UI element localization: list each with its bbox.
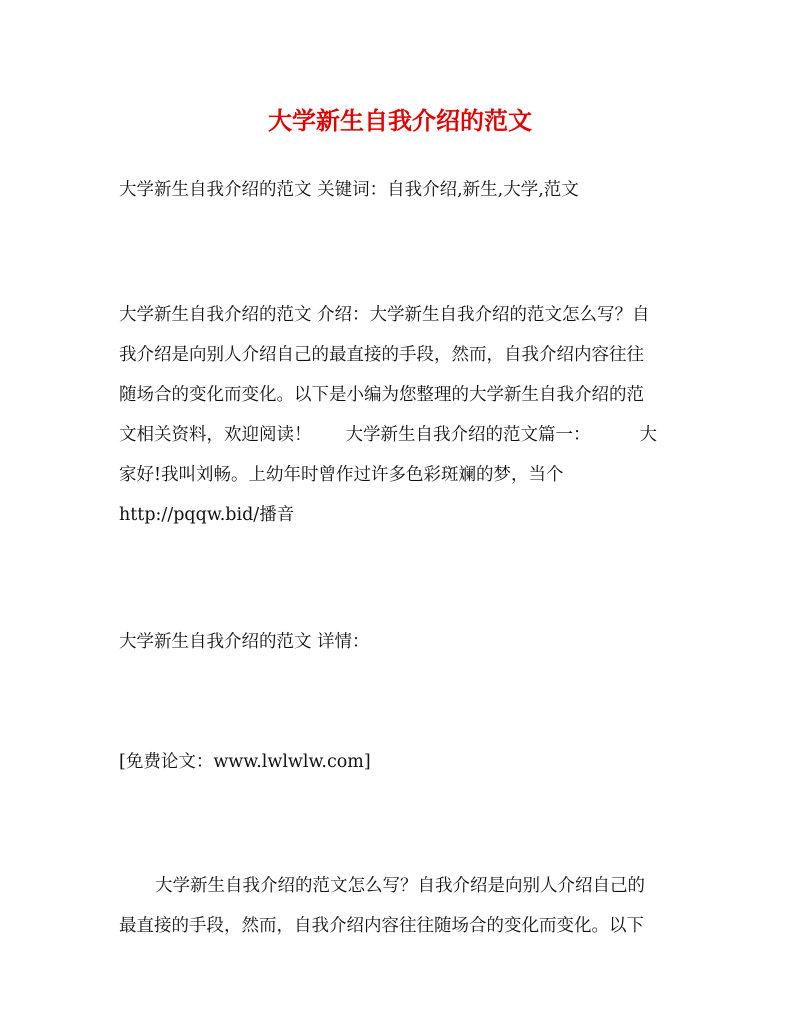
source-line: [免费论文：www.lwlwlw.com] xyxy=(119,752,371,772)
keywords-heading: 大学新生自我介绍的范文 xyxy=(119,180,312,200)
intro-line-4-part-a: 文相关资料，欢迎阅读！ xyxy=(119,425,312,445)
details-paragraph xyxy=(119,622,683,662)
source-paragraph xyxy=(119,742,683,782)
document-title: 大学新生自我介绍的范文 xyxy=(268,106,532,135)
keywords-label: 关键词： xyxy=(317,180,388,200)
intro-line-3: 随场合的变化而变化。以下是小编为您整理的大学新生自我介绍的范 xyxy=(119,385,644,405)
intro-line-4-part-c: 大 xyxy=(639,425,657,445)
keywords-paragraph xyxy=(119,170,683,210)
body-line-1-text: 大学新生自我介绍的范文怎么写？自我介绍是向别人介绍自己的 xyxy=(155,876,645,896)
intro-line-5: 家好!我叫刘畅。上幼年时曾作过许多色彩斑斓的梦，当个 xyxy=(119,465,564,485)
body-paragraph xyxy=(119,866,683,946)
keywords-line xyxy=(119,170,683,210)
intro-line-1: 大学新生自我介绍的范文 介绍：大学新生自我介绍的范文怎么写？自 xyxy=(119,305,650,325)
details-line: 大学新生自我介绍的范文 详情： xyxy=(119,632,370,652)
body-line-2: 最直接的手段，然而，自我介绍内容往往随场合的变化而变化。以下 xyxy=(119,916,644,936)
intro-line-2: 我介绍是向别人介绍自己的最直接的手段，然而，自我介绍内容往往 xyxy=(119,345,644,365)
intro-link[interactable]: http://pqqw.bid/播音 xyxy=(119,505,295,525)
keywords-value: 自我介绍,新生,大学,范文 xyxy=(387,180,579,200)
intro-line-4-part-b: 大学新生自我介绍的范文篇一： xyxy=(345,425,591,445)
intro-line-4 xyxy=(119,415,683,455)
intro-paragraph xyxy=(119,295,683,535)
body-line-1 xyxy=(119,866,683,906)
